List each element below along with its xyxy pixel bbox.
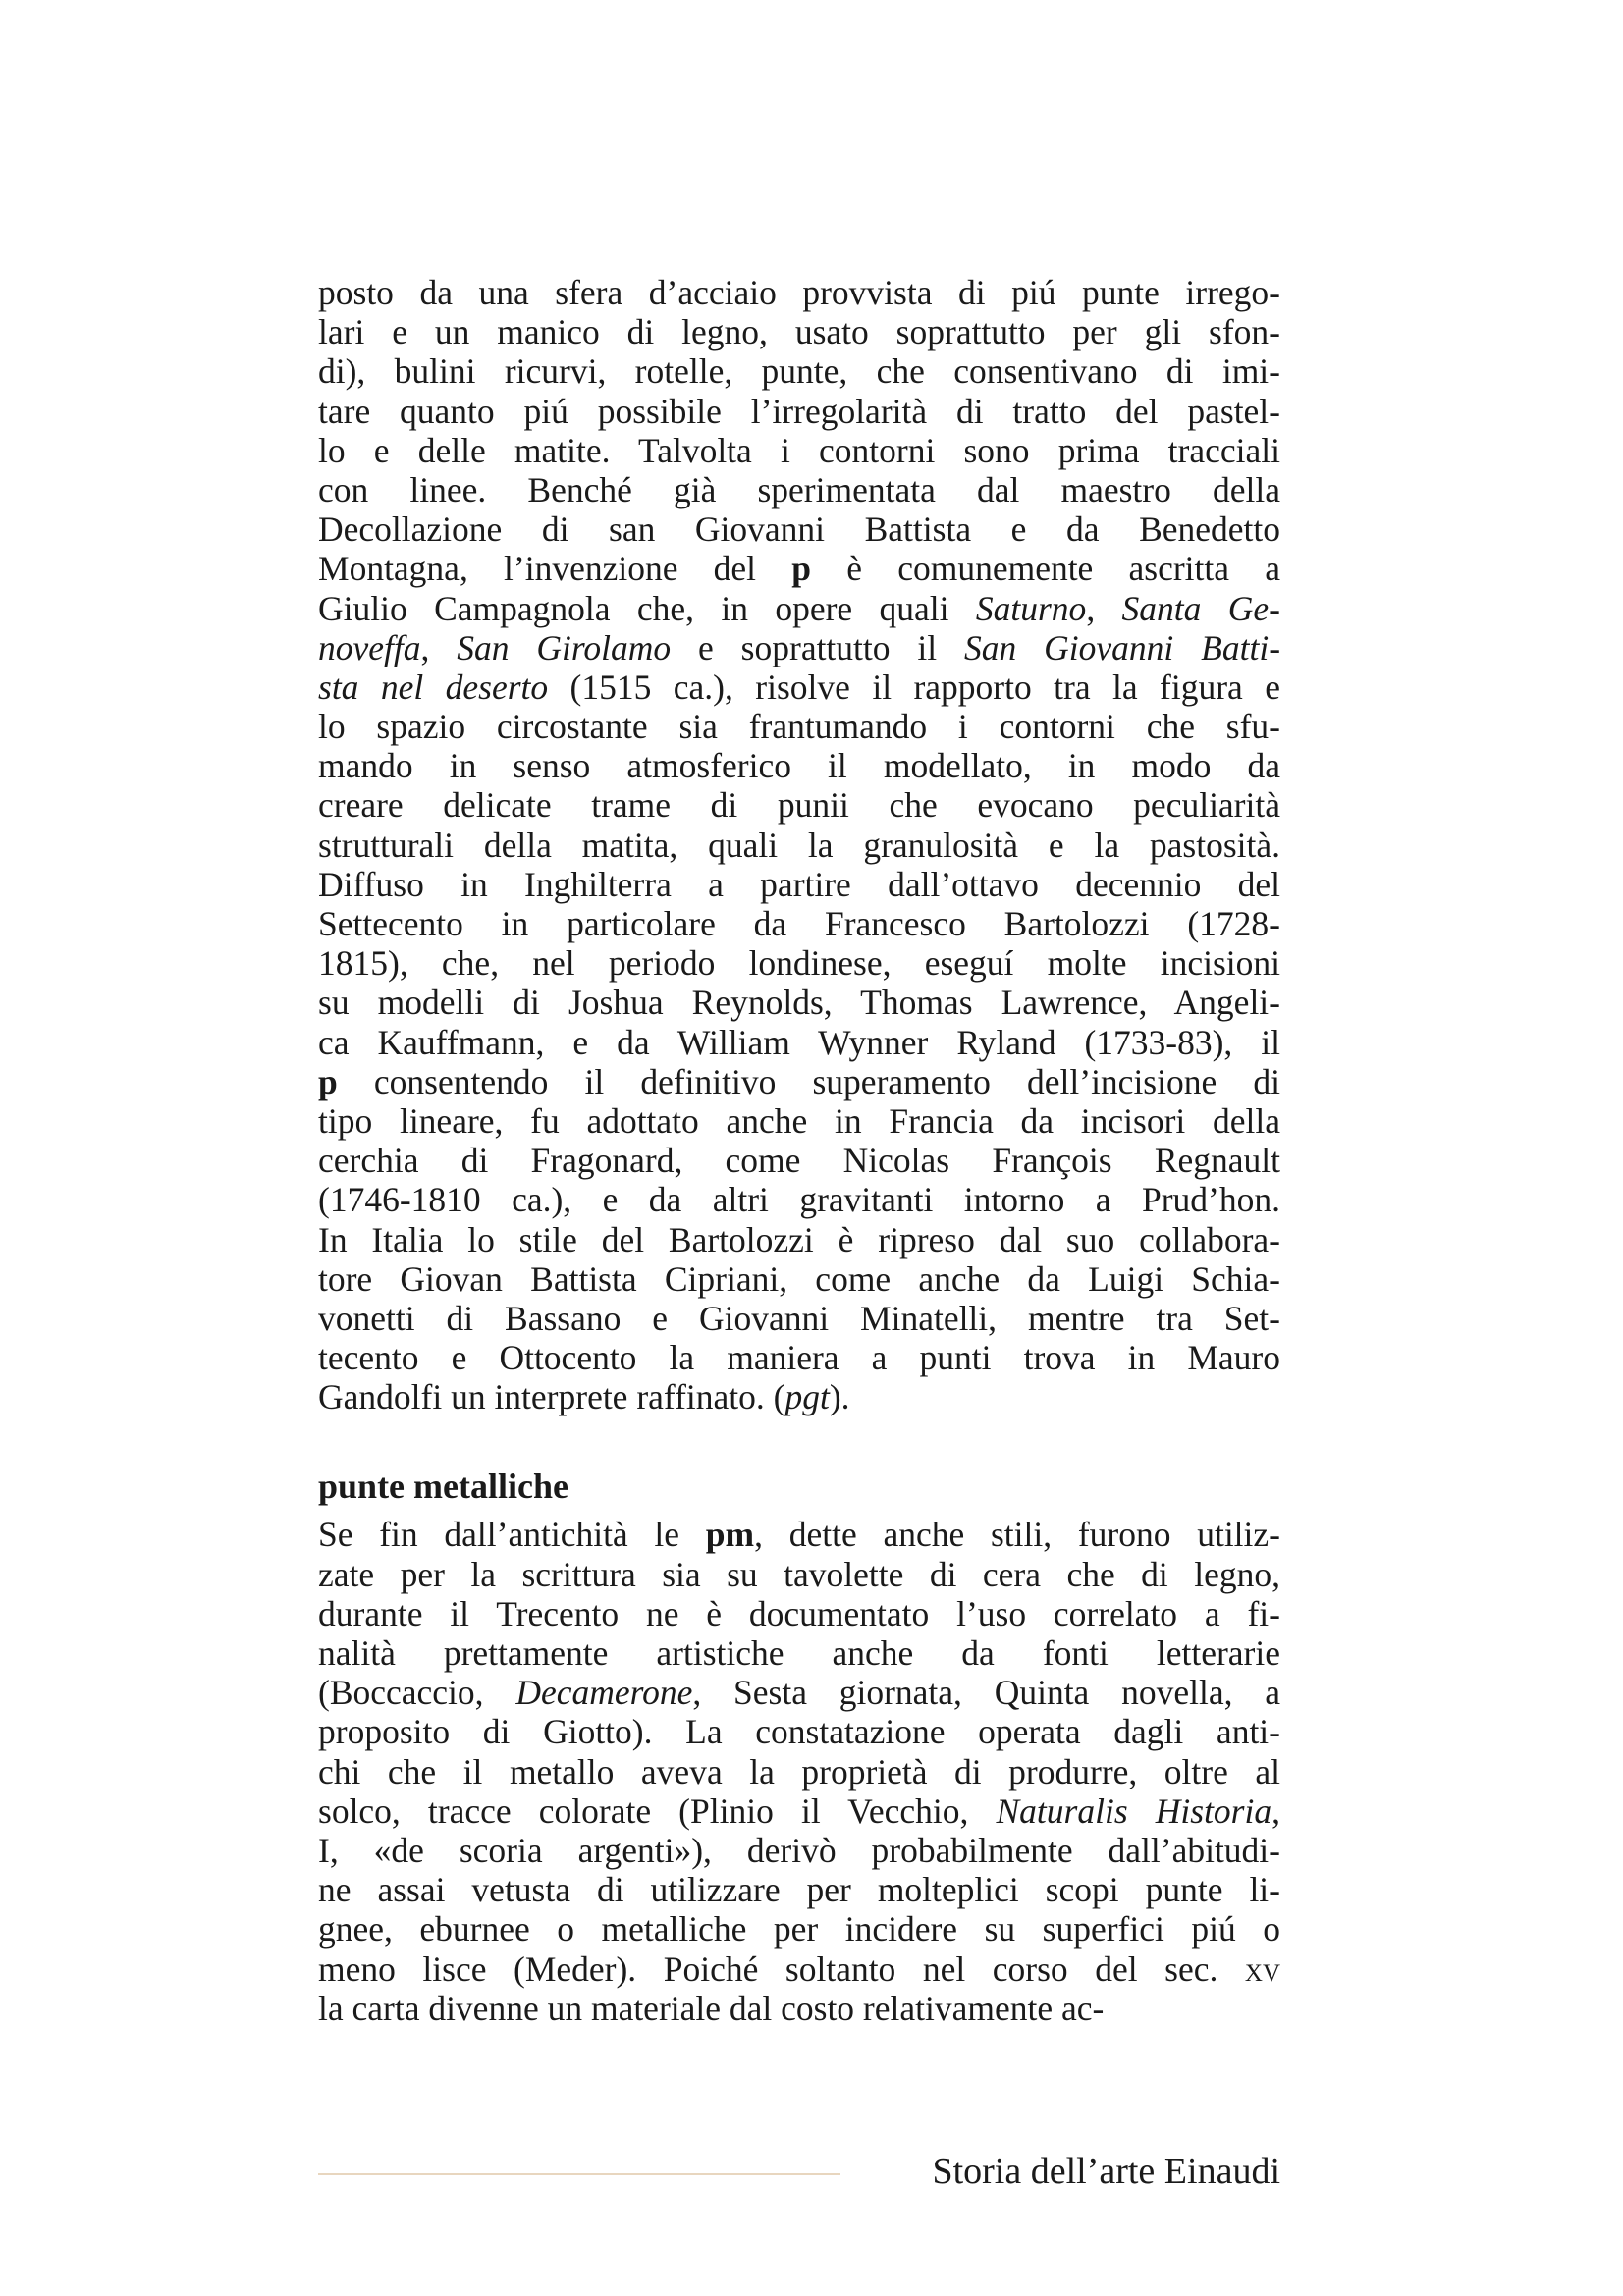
text-run: è comunemente ascritta a [811, 549, 1280, 589]
text-line [318, 1555, 1280, 1594]
text-line [318, 273, 1280, 312]
text-run: di), bulini ricurvi, rotelle, punte, che consentivano di imi- [318, 351, 1280, 392]
text-line [318, 509, 1280, 549]
text-run: ne assai vetusta di utilizzare per molteplici scopi punte li- [318, 1870, 1280, 1910]
text-line [318, 549, 1280, 588]
text-run: p [791, 549, 812, 589]
text-line [318, 667, 1280, 707]
text-line [318, 628, 1280, 667]
text-line [318, 1180, 1280, 1219]
text-line [318, 1338, 1280, 1377]
text-line [318, 1515, 1280, 1554]
text-run: proposito di Giotto). La constatazione operata dagli anti- [318, 1712, 1280, 1752]
text-run: San Giovanni Batti- [964, 627, 1281, 667]
text-run: (1746-1810 ca.), e da altri gravitanti intorno a Prud’hon. [318, 1180, 1280, 1220]
text-line [318, 1989, 1280, 2028]
text-run: ). [829, 1377, 850, 1417]
text-run: consentendo il definitivo superamento dell’incisione di [337, 1061, 1280, 1101]
footer-rule [318, 2173, 840, 2175]
text-run: pm [705, 1515, 755, 1555]
text-line [318, 312, 1280, 351]
text-line [318, 904, 1280, 943]
text-run: gnee, eburnee o metalliche per incidere su superfici piú o [318, 1909, 1280, 1949]
text-run: durante il Trecento ne è documentato l’uso correlato a fi- [318, 1593, 1280, 1633]
text-run: tipo lineare, fu adottato anche in Francia da incisori della [318, 1100, 1280, 1141]
text-run: 1815), che, nel periodo londinese, eseguí molte incisioni [318, 943, 1280, 984]
text-run: (Boccaccio, [318, 1673, 516, 1713]
text-line [318, 1377, 1280, 1416]
previous-entry-continuation [318, 273, 1280, 1416]
text-run: (1515 ca.), risolve il rapporto tra la figura e [548, 667, 1280, 707]
text-run: pgt [784, 1377, 830, 1417]
text-run: , [420, 627, 458, 667]
text-line [318, 1259, 1280, 1299]
text-run: , Sesta giornata, Quinta novella, a [692, 1673, 1280, 1713]
text-run: ca Kauffmann, e da William Wynner Ryland (1733-83), il [318, 1022, 1280, 1062]
text-line [318, 983, 1280, 1022]
text-line [318, 1141, 1280, 1180]
text-run: , [1086, 588, 1122, 628]
text-run: noveffa [318, 627, 421, 667]
text-run: Montagna, l’invenzione del [318, 549, 792, 589]
text-run: Saturno [975, 588, 1087, 628]
text-run: I, «de scoria argenti»), derivò probabilmente dall’abitudi- [318, 1830, 1280, 1870]
text-line [318, 746, 1280, 785]
text-run: Naturalis Historia [996, 1790, 1272, 1831]
text-run: Gandolfi un interprete raffinato. ( [318, 1377, 785, 1417]
text-line [318, 1909, 1280, 1949]
text-run: Settecento in particolare da Francesco Bartolozzi (1728- [318, 904, 1280, 943]
entry-heading: punte metalliche [318, 1467, 568, 1507]
text-line [318, 1791, 1280, 1831]
text-run: nalità prettamente artistiche anche da fonti letterarie [318, 1633, 1280, 1673]
text-run: strutturali della matita, quali la granulosità e la pastosità. [318, 825, 1280, 865]
text-run: , dette anche stili, furono utiliz- [754, 1515, 1280, 1555]
text-line [318, 1673, 1280, 1712]
text-line [318, 1712, 1280, 1751]
text-run: Santa Ge- [1121, 588, 1280, 628]
text-run: p [318, 1061, 338, 1101]
text-run: , [1271, 1790, 1280, 1831]
text-run: In Italia lo stile del Bartolozzi è ripreso dal suo collabora- [318, 1219, 1280, 1259]
text-run: Se fin dall’antichità le [318, 1515, 706, 1555]
text-run: tore Giovan Battista Cipriani, come anche da Luigi Schia- [318, 1258, 1280, 1299]
text-line [318, 1633, 1280, 1673]
text-line [318, 826, 1280, 865]
footer-title: Storia dell’arte Einaudi [932, 2151, 1280, 2192]
text-line [318, 1594, 1280, 1633]
text-run: mando in senso atmosferico il modellato, in modo da [318, 746, 1280, 786]
text-line [318, 707, 1280, 746]
text-run: meno lisce (Meder). Poiché soltanto nel corso del sec. [318, 1949, 1245, 1989]
text-line [318, 943, 1280, 983]
text-run: lo e delle matite. Talvolta i contorni sono prima tracciali [318, 430, 1280, 470]
text-run: su modelli di Joshua Reynolds, Thomas Lawrence, Angeli- [318, 983, 1280, 1023]
text-run: cerchia di Fragonard, come Nicolas François Regnault [318, 1141, 1280, 1181]
text-line [318, 351, 1280, 391]
text-run: e soprattutto il [671, 627, 965, 667]
text-line [318, 1949, 1280, 1989]
text-run: tecento e Ottocento la maniera a punti trova in Mauro [318, 1338, 1280, 1378]
text-run: Giulio Campagnola che, in opere quali [318, 588, 976, 628]
text-run: con linee. Benché già sperimentata dal maestro della [318, 469, 1280, 509]
text-line [318, 1752, 1280, 1791]
text-line [318, 1870, 1280, 1909]
text-run: tare quanto piú possibile l’irregolarità di tratto del pastel- [318, 391, 1280, 431]
text-run: Diffuso in Inghilterra a partire dall’ottavo decennio del [318, 864, 1280, 904]
text-run: posto da una sfera d’acciaio provvista di piú punte irrego- [318, 273, 1280, 312]
text-line [318, 431, 1280, 470]
text-run: chi che il metallo aveva la proprietà di produrre, oltre al [318, 1751, 1280, 1791]
text-run: xv [1244, 1949, 1280, 1989]
text-run: zate per la scrittura sia su tavolette di cera che di legno, [318, 1554, 1280, 1594]
text-run: solco, tracce colorate (Plinio il Vecchio, [318, 1790, 997, 1831]
text-run: Decamerone [515, 1673, 693, 1713]
text-run: creare delicate trame di punii che evocano peculiarità [318, 785, 1280, 826]
text-run: lari e un manico di legno, usato soprattutto per gli sfon- [318, 312, 1280, 352]
text-run: lo spazio circostante sia frantumando i contorni che sfu- [318, 707, 1280, 747]
text-run: San Girolamo [457, 627, 672, 667]
text-line [318, 589, 1280, 628]
text-line [318, 1299, 1280, 1338]
text-run: la carta divenne un materiale dal costo relativamente ac- [318, 1988, 1105, 2028]
page-body [318, 273, 1280, 2028]
text-run: sta nel deserto [318, 667, 549, 707]
text-line [318, 1062, 1280, 1101]
text-run: Decollazione di san Giovanni Battista e da Benedetto [318, 509, 1280, 550]
text-line [318, 392, 1280, 431]
entry-body [318, 1515, 1280, 2027]
text-line [318, 1831, 1280, 1870]
text-line [318, 1220, 1280, 1259]
text-run: vonetti di Bassano e Giovanni Minatelli, mentre tra Set- [318, 1298, 1280, 1338]
text-line [318, 865, 1280, 904]
text-line [318, 470, 1280, 509]
text-line [318, 785, 1280, 825]
text-line [318, 1023, 1280, 1062]
text-line [318, 1101, 1280, 1141]
